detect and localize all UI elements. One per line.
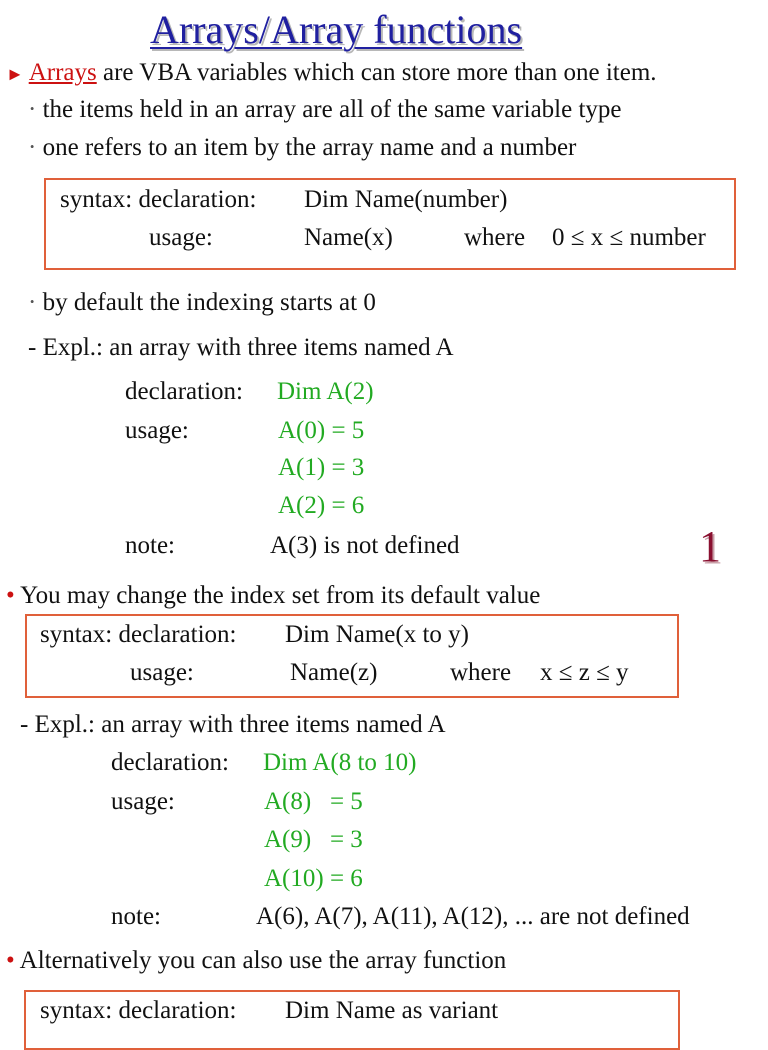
- intro-sub-1: [28, 97, 622, 122]
- ex2-usage-2: A(9) = 3: [264, 826, 363, 853]
- change-text: You may change the index set from its default value: [20, 582, 541, 609]
- default-note: [28, 290, 376, 315]
- ex2-note-label: note:: [111, 903, 161, 930]
- page-number: 1: [699, 522, 721, 571]
- ex2-decl-label: declaration:: [111, 749, 229, 776]
- ex1-usage-label: usage:: [125, 417, 189, 444]
- box1-label1: syntax: declaration:: [60, 186, 257, 213]
- ex1-usage-2: A(1) = 3: [278, 454, 365, 481]
- ex2-heading: - Expl.: an array with three items named A: [20, 711, 446, 738]
- ex2-usage-3: A(10) = 6: [264, 865, 363, 892]
- ex1-decl-label: declaration:: [125, 378, 243, 405]
- ex2-usage-label: usage:: [111, 788, 175, 815]
- arrow-bullet-icon: ►: [6, 64, 24, 84]
- box1-usage: Name(x): [304, 224, 393, 251]
- box1-where: where: [464, 224, 526, 251]
- ex1-decl: Dim A(2): [277, 378, 374, 405]
- intro-sub-2: [28, 135, 576, 160]
- intro-sub-1-text: the items held in an array are all of the same variable type: [42, 96, 622, 123]
- ex1-note-label: note:: [125, 532, 175, 559]
- red-dot-bullet-icon: •: [6, 582, 15, 609]
- box2-label1: syntax: declaration:: [40, 621, 237, 648]
- alt-line: [6, 948, 506, 973]
- ex2-decl: Dim A(8 to 10): [263, 749, 417, 776]
- ex1-note: A(3) is not defined: [270, 532, 460, 559]
- dot-bullet-icon: ·: [28, 289, 37, 316]
- ex1-usage-1: A(0) = 5: [278, 417, 365, 444]
- box3-decl: Dim Name as variant: [285, 997, 499, 1024]
- box2-label2: usage:: [130, 659, 194, 686]
- intro-text: are VBA variables which can store more than one item.: [96, 59, 657, 86]
- dot-bullet-icon: ·: [28, 134, 37, 161]
- alt-text: Alternatively you can also use the array function: [19, 947, 507, 974]
- box2-cond: x ≤ z ≤ y: [540, 659, 629, 686]
- intro-line: [6, 60, 657, 85]
- change-line: [6, 583, 540, 608]
- ex1-heading: - Expl.: an array with three items named A: [28, 334, 454, 361]
- arrays-term: Arrays: [28, 59, 97, 86]
- red-dot-bullet-icon: •: [6, 947, 15, 974]
- ex2-note: A(6), A(7), A(11), A(12), ... are not defined: [256, 903, 690, 930]
- box2-decl: Dim Name(x to y): [285, 621, 469, 648]
- intro-sub-2-text: one refers to an item by the array name and a number: [42, 134, 577, 161]
- page-title: Arrays/Array functions: [150, 7, 523, 52]
- box1-cond: 0 ≤ x ≤ number: [552, 224, 706, 251]
- box1-label2: usage:: [149, 224, 213, 251]
- box1-decl: Dim Name(number): [304, 186, 508, 213]
- ex1-usage-3: A(2) = 6: [278, 492, 365, 519]
- box2-where: where: [450, 659, 512, 686]
- default-note-text: by default the indexing starts at 0: [42, 289, 376, 316]
- box3-label1: syntax: declaration:: [40, 997, 237, 1024]
- box2-usage: Name(z): [290, 659, 378, 686]
- ex2-usage-1: A(8) = 5: [264, 788, 363, 815]
- dot-bullet-icon: ·: [28, 96, 37, 123]
